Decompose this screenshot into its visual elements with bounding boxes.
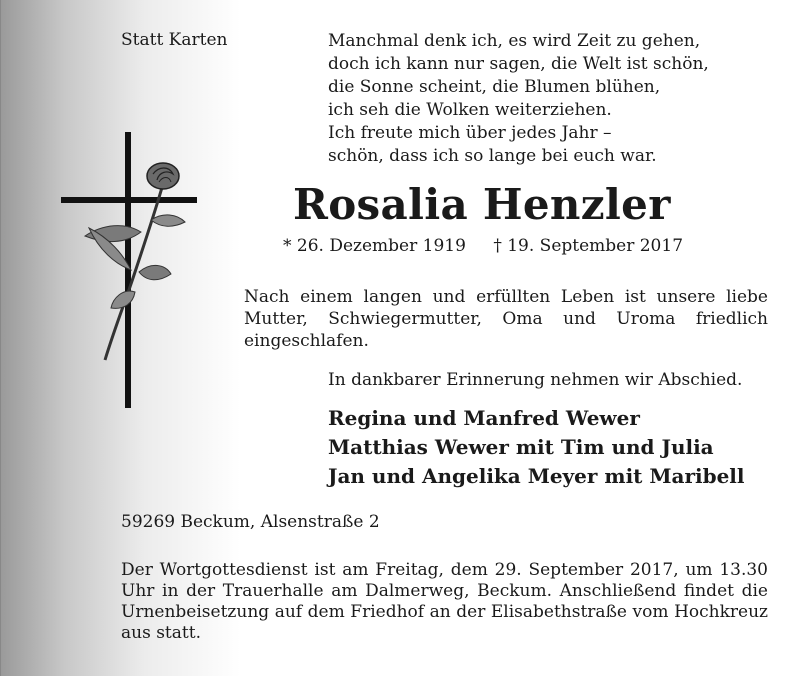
service-info: Der Wortgottesdienst ist am Freitag, dem 29. September 2017, um 13.30 Uhr in der Trauerhalle am Dalmerweg, Beckum. Anschließend findet die Urnenbeisetzung auf dem Friedhof an der Elisabethstraße vom Hochkreuz aus statt. [121,560,768,643]
address: 59269 Beckum, Alsenstraße 2 [121,512,380,532]
announcement-line: Mutter, Schwiegermutter, Oma und Uroma friedlich [244,309,768,329]
farewell-text: In dankbarer Erinnerung nehmen wir Abschied. [328,370,743,390]
poem [328,30,709,168]
statt-karten-label: Statt Karten [121,30,228,50]
poem-line: die Sonne scheint, die Blumen blühen, [328,77,661,97]
poem-line: doch ich kann nur sagen, die Welt ist schön, [328,54,709,74]
birth-date: * 26. Dezember 1919 [283,236,466,256]
cross-with-rose-icon [59,132,199,412]
poem-line: schön, dass ich so lange bei euch war. [328,146,657,166]
announcement-line: eingeschlafen. [244,331,369,351]
deceased-name: Rosalia Henzler [293,180,671,229]
life-dates [283,236,683,256]
announcement-line: Nach einem langen und erfüllten Leben ist unsere liebe [244,287,768,307]
poem-line: ich seh die Wolken weiterziehen. [328,100,612,120]
mourners-list [328,404,745,491]
poem-line: Ich freute mich über jedes Jahr – [328,123,612,143]
poem-line: Manchmal denk ich, es wird Zeit zu gehen, [328,31,701,51]
mourner-entry: Regina und Manfred Wewer [328,406,640,430]
mourner-entry: Matthias Wewer mit Tim und Julia [328,435,714,459]
death-date: † 19. September 2017 [493,236,684,256]
mourner-entry: Jan und Angelika Meyer mit Maribell [328,464,745,488]
announcement-text [244,286,768,352]
